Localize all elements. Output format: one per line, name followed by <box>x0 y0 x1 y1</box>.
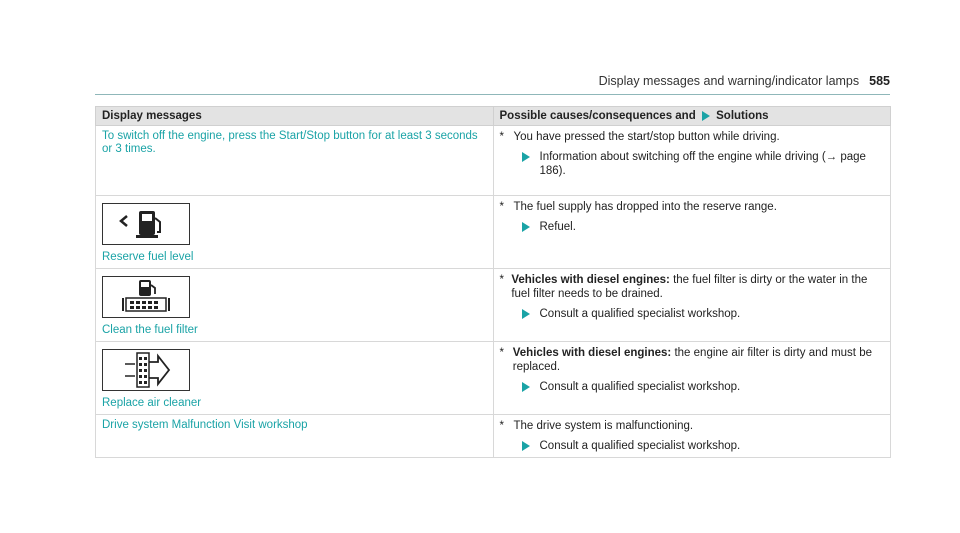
solution-text: Consult a qualified specialist workshop. <box>539 381 741 393</box>
message-cell <box>96 269 494 342</box>
cause-bold-text: Vehicles with diesel engines: <box>511 274 670 286</box>
display-message-text: Drive system Malfunction Visit workshop <box>102 419 308 431</box>
cause-item <box>500 200 885 214</box>
fuel-reserve-icon <box>102 203 190 245</box>
bullet-star: * <box>499 420 504 432</box>
cause-cell <box>493 126 891 196</box>
cause-text-wrap <box>511 273 884 301</box>
solution-text: Refuel. <box>539 221 576 233</box>
message-cell <box>96 126 494 196</box>
cause-item <box>500 419 885 433</box>
cause-cell <box>493 196 891 269</box>
solution-text: Information about switching off the engine while driving (→ page 186). <box>539 151 866 177</box>
solution-arrow-icon <box>522 309 530 319</box>
cause-item <box>500 130 885 144</box>
solution-arrow-icon <box>522 441 530 451</box>
cause-item <box>500 346 885 374</box>
air-filter-icon <box>102 349 190 391</box>
table-header-row <box>96 107 891 126</box>
running-header-title: Display messages and warning/indicator lamps <box>598 74 860 88</box>
col-header-solutions-text: Solutions <box>716 110 769 122</box>
cause-text: The drive system is malfunctioning. <box>513 420 694 432</box>
col-header-causes <box>493 107 891 126</box>
solution-arrow-icon <box>702 111 710 121</box>
cause-cell <box>493 415 891 458</box>
display-message-text: To switch off the engine, press the Start/Stop button for at least 3 seconds or 3 times. <box>102 130 478 155</box>
solution-arrow-icon <box>522 222 530 232</box>
table-row <box>96 269 891 342</box>
fuel-filter-icon <box>102 276 190 318</box>
display-message-text: Reserve fuel level <box>102 251 194 263</box>
table-row <box>96 126 891 196</box>
col-header-causes-text: Possible causes/consequences and <box>499 110 696 122</box>
solution-item <box>522 307 885 321</box>
message-cell <box>96 342 494 415</box>
solution-item <box>522 220 885 234</box>
bullet-star: * <box>499 347 504 359</box>
display-message-text: Clean the fuel filter <box>102 324 198 336</box>
header-rule <box>95 94 890 95</box>
solution-item <box>522 150 885 178</box>
cause-text: The fuel supply has dropped into the reserve range. <box>513 201 777 213</box>
display-message-text: Replace air cleaner <box>102 397 202 409</box>
solution-item <box>522 380 885 394</box>
bullet-star: * <box>499 274 504 286</box>
solution-item <box>522 439 885 453</box>
cause-text: You have pressed the start/stop button while driving. <box>513 131 780 143</box>
display-messages-table <box>95 106 891 458</box>
message-cell <box>96 415 494 458</box>
cause-text: the fuel filter is dirty or the water in the fuel filter needs to be drained. <box>511 274 868 300</box>
cause-text: the engine air filter is dirty and must be replaced. <box>512 347 872 373</box>
solution-text: Consult a qualified specialist workshop. <box>539 308 741 320</box>
table-row <box>96 342 891 415</box>
col-header-messages: Display messages <box>96 107 494 126</box>
bullet-star: * <box>499 201 504 213</box>
solution-text: Consult a qualified specialist workshop. <box>539 440 741 452</box>
cause-cell <box>493 342 891 415</box>
message-cell <box>96 196 494 269</box>
table-row <box>96 415 891 458</box>
cause-bold-text: Vehicles with diesel engines: <box>512 347 672 359</box>
bullet-star: * <box>499 131 504 143</box>
running-header <box>599 74 890 88</box>
cause-item <box>500 273 885 301</box>
table-row <box>96 196 891 269</box>
cause-cell <box>493 269 891 342</box>
cause-text-wrap <box>513 346 884 374</box>
page-number: 585 <box>869 74 890 88</box>
solution-arrow-icon <box>522 152 530 162</box>
solution-arrow-icon <box>522 382 530 392</box>
